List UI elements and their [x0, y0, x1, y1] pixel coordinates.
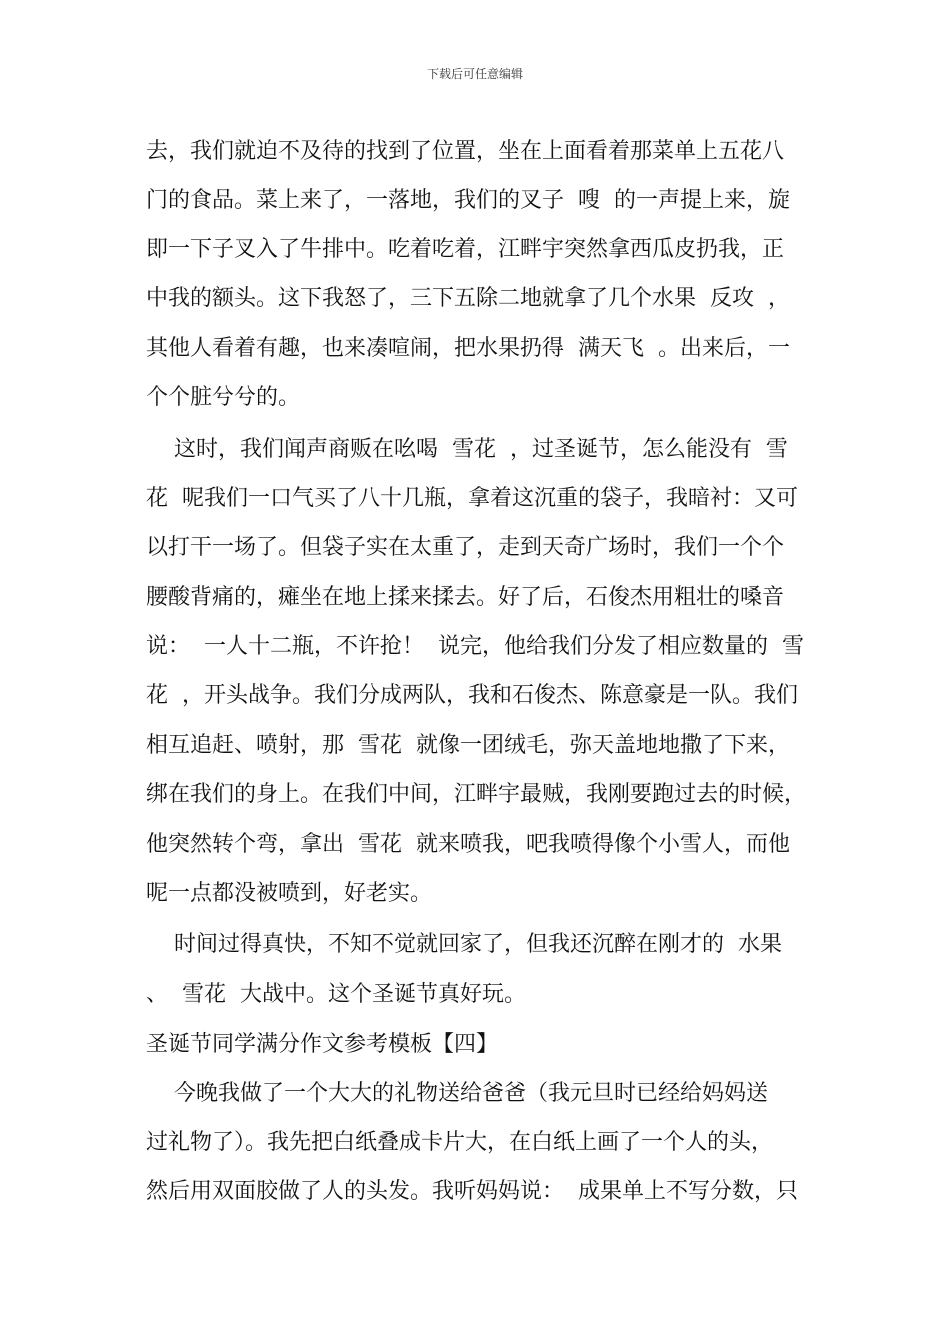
- text-line: 然后用双面胶做了人的头发。我听妈妈说： 成果单上不写分数，只: [146, 1179, 798, 1204]
- text-line: 说： 一人十二瓶，不许抢！ 说完，他给我们分发了相应数量的 雪: [146, 634, 804, 659]
- text-line: 门的食品。菜上来了，一落地，我们的叉子 嗖 的一声提上来，旋: [146, 188, 790, 213]
- text-line: 以打干一场了。但袋子实在太重了，走到天奇广场时，我们一个个: [146, 535, 785, 560]
- text-line: 时间过得真快，不知不觉就回家了，但我还沉醉在刚才的 水果: [146, 932, 782, 957]
- text-line: 他突然转个弯，拿出 雪花 就来喷我，吧我喷得像个小雪人，而他: [146, 832, 790, 857]
- text-line: 呢一点都没被喷到，好老实。: [146, 881, 433, 906]
- page-header: 下载后可任意编辑: [426, 67, 523, 81]
- text-line: 去，我们就迫不及待的找到了位置，坐在上面看着那菜单上五花八: [146, 139, 785, 164]
- text-line: 即一下子叉入了牛排中。吃着吃着，江畔宇突然拿西瓜皮扔我，正: [146, 237, 785, 262]
- text-line: 其他人看着有趣，也来凑喧闹，把水果扔得 满天飞 。出来后，一: [146, 336, 790, 361]
- text-line: 、 雪花 大战中。这个圣诞节真好玩。: [146, 982, 526, 1007]
- text-line: 中我的额头。这下我怒了，三下五除二地就拿了几个水果 反攻 ，: [146, 286, 790, 311]
- text-line: 个个脏兮兮的。: [146, 385, 301, 410]
- text-line: 腰酸背痛的，瘫坐在地上揉来揉去。好了后，石俊杰用粗壮的嗓音: [146, 585, 785, 610]
- text-line: 相互追赶、喷射，那 雪花 就像一团绒毛，弥天盖地地撒了下来，: [146, 733, 790, 758]
- section-heading: 圣诞节同学满分作文参考模板【四】: [146, 1032, 499, 1057]
- text-line: 花 呢我们一口气买了八十几瓶，拿着这沉重的袋子，我暗衬：又可: [146, 486, 798, 511]
- text-line: 绑在我们的身上。在我们中间，江畔宇最贼，我刚要跑过去的时候，: [146, 782, 807, 807]
- text-line: 过礼物了）。我先把白纸叠成卡片大，在白纸上画了一个人的头，: [146, 1130, 774, 1155]
- text-line: 花 ，开头战争。我们分成两队，我和石俊杰、陈意豪是一队。我们: [146, 683, 798, 708]
- text-line: 今晚我做了一个大大的礼物送给爸爸（我元旦时已经给妈妈送: [146, 1081, 768, 1106]
- text-line: 这时，我们闻声商贩在吆喝 雪花 ，过圣诞节，怎么能没有 雪: [146, 437, 788, 462]
